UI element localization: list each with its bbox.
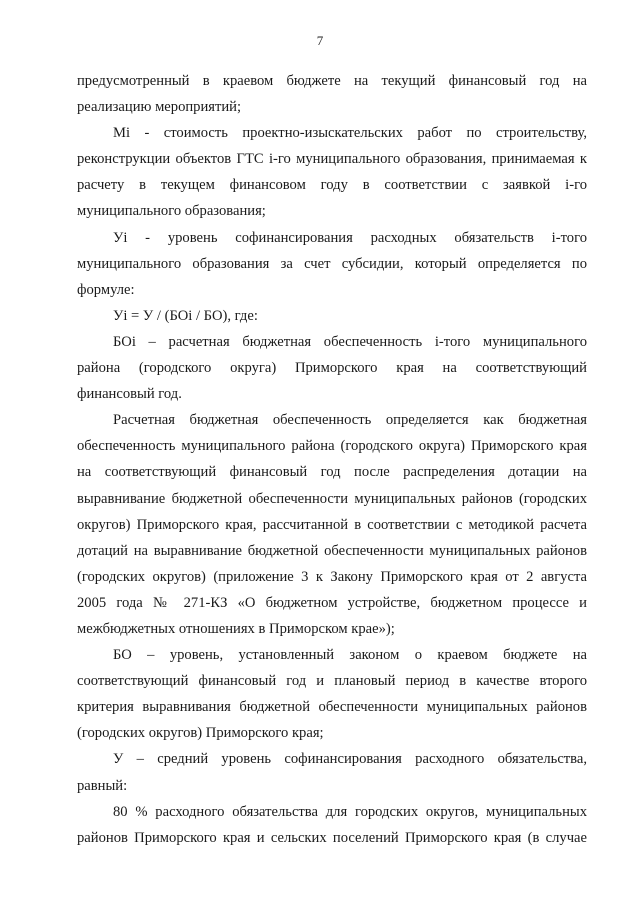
text-line: Mi - стоимость проектно-изыскательских работ по строительству, [113, 125, 587, 142]
text-line: районов Приморского края и сельских поселений Приморского края (в случае [77, 829, 587, 846]
text-line: соответствующий финансовый год и плановый период в качестве второго [77, 673, 587, 690]
text-line: формуле: [77, 281, 135, 298]
text-line: расчету в текущем финансовом году в соответствии с заявкой i-го [77, 177, 587, 194]
text-line: межбюджетных отношениях в Приморском крае»); [77, 620, 395, 637]
text-line: БОi – расчетная бюджетная обеспеченность i-того муниципального [113, 333, 587, 350]
text-line: выравнивание бюджетной обеспеченности муниципальных районов (городских [77, 490, 587, 507]
text-line: муниципального образования; [77, 203, 266, 220]
text-line: БО – уровень, установленный законом о краевом бюджете на [113, 647, 587, 664]
text-line: на соответствующий финансовый год после распределения дотации на [77, 464, 587, 481]
text-line: Уi = У / (БОi / БО), где: [113, 307, 258, 324]
text-line: реконструкции объектов ГТС i-го муниципального образования, принимаемая к [77, 151, 587, 168]
text-line: Расчетная бюджетная обеспеченность определяется как бюджетная [113, 412, 587, 429]
text-line: предусмотренный в краевом бюджете на текущий финансовый год на [77, 73, 587, 89]
document-body [77, 68, 587, 851]
text-line: (городских округов) (приложение 3 к Закону Приморского края от 2 августа [77, 568, 587, 585]
text-line: равный: [77, 777, 128, 794]
text-line: У – средний уровень софинансирования расходного обязательства, [113, 751, 587, 768]
text-line: муниципального образования за счет субсидии, который определяется по [77, 255, 587, 272]
text-line: 80 % расходного обязательства для городских округов, муниципальных [113, 803, 587, 820]
text-line: (городских округов) Приморского края; [77, 725, 324, 742]
text-line: реализацию мероприятий; [77, 99, 242, 116]
text-line: округов) Приморского края, рассчитанной в соответствии с методикой расчета [77, 516, 587, 533]
text-line: обеспеченность муниципального района (городского округа) Приморского края [77, 438, 587, 455]
text-line: критерия выравнивания бюджетной обеспеченности муниципальных районов [77, 699, 587, 716]
text-line: финансовый год. [77, 386, 182, 403]
text-line: Уi - уровень софинансирования расходных обязательств i-того [113, 229, 587, 246]
page-number: 7 [316, 33, 324, 48]
text-line: района (городского округа) Приморского края на соответствующий [77, 360, 587, 377]
text-line: 2005 года № 271-КЗ «О бюджетном устройстве, бюджетном процессе и [77, 594, 587, 611]
text-line: дотаций на выравнивание бюджетной обеспеченности муниципальных районов [77, 542, 587, 559]
